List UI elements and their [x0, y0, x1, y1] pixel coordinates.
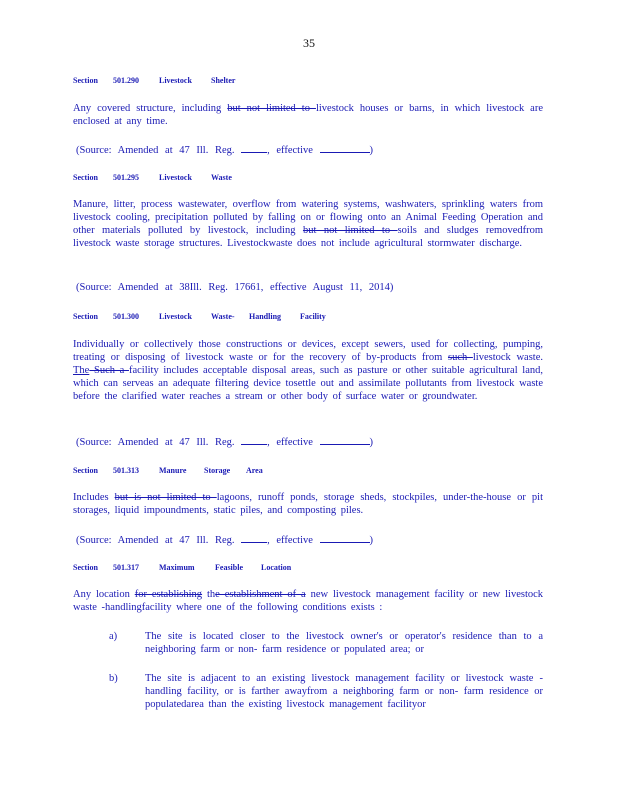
blank-line: [320, 435, 370, 445]
section-title-part: Livestock: [159, 173, 192, 182]
definition-317: Any location for establishing the establishment of a new livestock management facility or new livestock waste -handlingfacility where one of the following conditions exists :: [73, 589, 544, 613]
definition-295: Manure, litter, process wastewater, overflow from watering systems, washwaters, sprinkling waters from livestock cooling, precipitation polluted by falling on or flowing onto an Animal Feeding Operation and other materials polluted by livestock, including but not limited to soils and sludges removedfrom livestock waste storage structures. Livestockwaste does not include agricultural stormwater discharge.: [73, 199, 544, 249]
blank-line: [241, 533, 267, 543]
blank-line: [320, 143, 370, 153]
definition-313: Includes but is not limited to lagoons, runoff ponds, storage sheds, stockpiles, under-the-house or pit storages, liquid impoundments, static piles, and composting piles.: [73, 492, 543, 516]
section-label: Section: [73, 563, 98, 572]
section-label: Section: [73, 312, 98, 321]
section-label: Section: [73, 76, 98, 85]
inserted-text: The: [73, 365, 90, 376]
struck-text: such: [447, 352, 473, 363]
struck-text: Such a: [89, 365, 129, 376]
section-label: Section: [73, 173, 98, 182]
section-number: 501.300: [113, 312, 139, 321]
source-note-295: (Source: Amended at 38Ill. Reg. 17661, effective August 11, 2014): [76, 282, 394, 293]
definition-290: Any covered structure, including but not limited to livestock houses or barns, in which livestock are enclosed at any time.: [73, 103, 543, 127]
source-note-290: (Source: Amended at 47 Ill. Reg. , effective ): [76, 145, 374, 156]
section-title-part: Livestock: [159, 76, 192, 85]
section-title-part: Location: [261, 563, 292, 572]
section-title-part: Maximum: [159, 563, 195, 572]
section-number: 501.295: [113, 173, 139, 182]
blank-line: [320, 533, 370, 543]
section-title-part: Facility: [300, 312, 326, 321]
page-number: 35: [303, 36, 315, 50]
section-number: 501.290: [113, 76, 139, 85]
struck-text: but is not limited to: [114, 492, 217, 503]
section-title-part: Waste-: [211, 312, 235, 321]
blank-line: [241, 435, 267, 445]
struck-text: but not limited to: [302, 225, 398, 236]
section-label: Section: [73, 466, 98, 475]
section-title-part: Livestock: [159, 312, 192, 321]
section-title-part: Waste: [211, 173, 232, 182]
struck-text: for establishing: [134, 589, 203, 600]
source-note-300: (Source: Amended at 47 Ill. Reg. , effective ): [76, 437, 374, 448]
struck-text: e establishment of a: [215, 589, 306, 600]
list-item-text: The site is adjacent to an existing livestock management facility or livestock waste -handling facility, or is farther awayfrom a neighboring farm or non- farm residence or populatedarea than the existing livestock management facilityor: [145, 673, 543, 710]
list-item-label: b): [109, 673, 118, 684]
struck-text: but not limited to: [227, 103, 316, 114]
definition-300: Individually or collectively those constructions or devices, except sewers, used for collecting, pumping, treating or disposing of livestock waste or for the recovery of by-products from such livestock waste. The Such a facility includes acceptable disposal areas, such as pasture or other suitable agricultural land, which can serveas an adequate filtering device tosettle out and assimilate pollutants from livestock waste before the clarified water reaches a stream or other body of surface water or groundwater.: [73, 339, 543, 402]
section-title-part: Storage: [204, 466, 231, 475]
source-note-313: (Source: Amended at 47 Ill. Reg. , effective ): [76, 535, 374, 546]
section-title-part: Shelter: [211, 76, 236, 85]
list-item-text: The site is located closer to the livestock owner's or operator's residence than to a neighboring farm or non- farm residence or populated area; or: [145, 631, 543, 655]
section-title-part: Area: [246, 466, 263, 475]
list-item-label: a): [109, 631, 118, 642]
section-number: 501.317: [113, 563, 139, 572]
section-title-part: Manure: [159, 466, 187, 475]
section-title-part: Handling: [249, 312, 282, 321]
blank-line: [241, 143, 267, 153]
section-number: 501.313: [113, 466, 139, 475]
section-title-part: Feasible: [215, 563, 243, 572]
